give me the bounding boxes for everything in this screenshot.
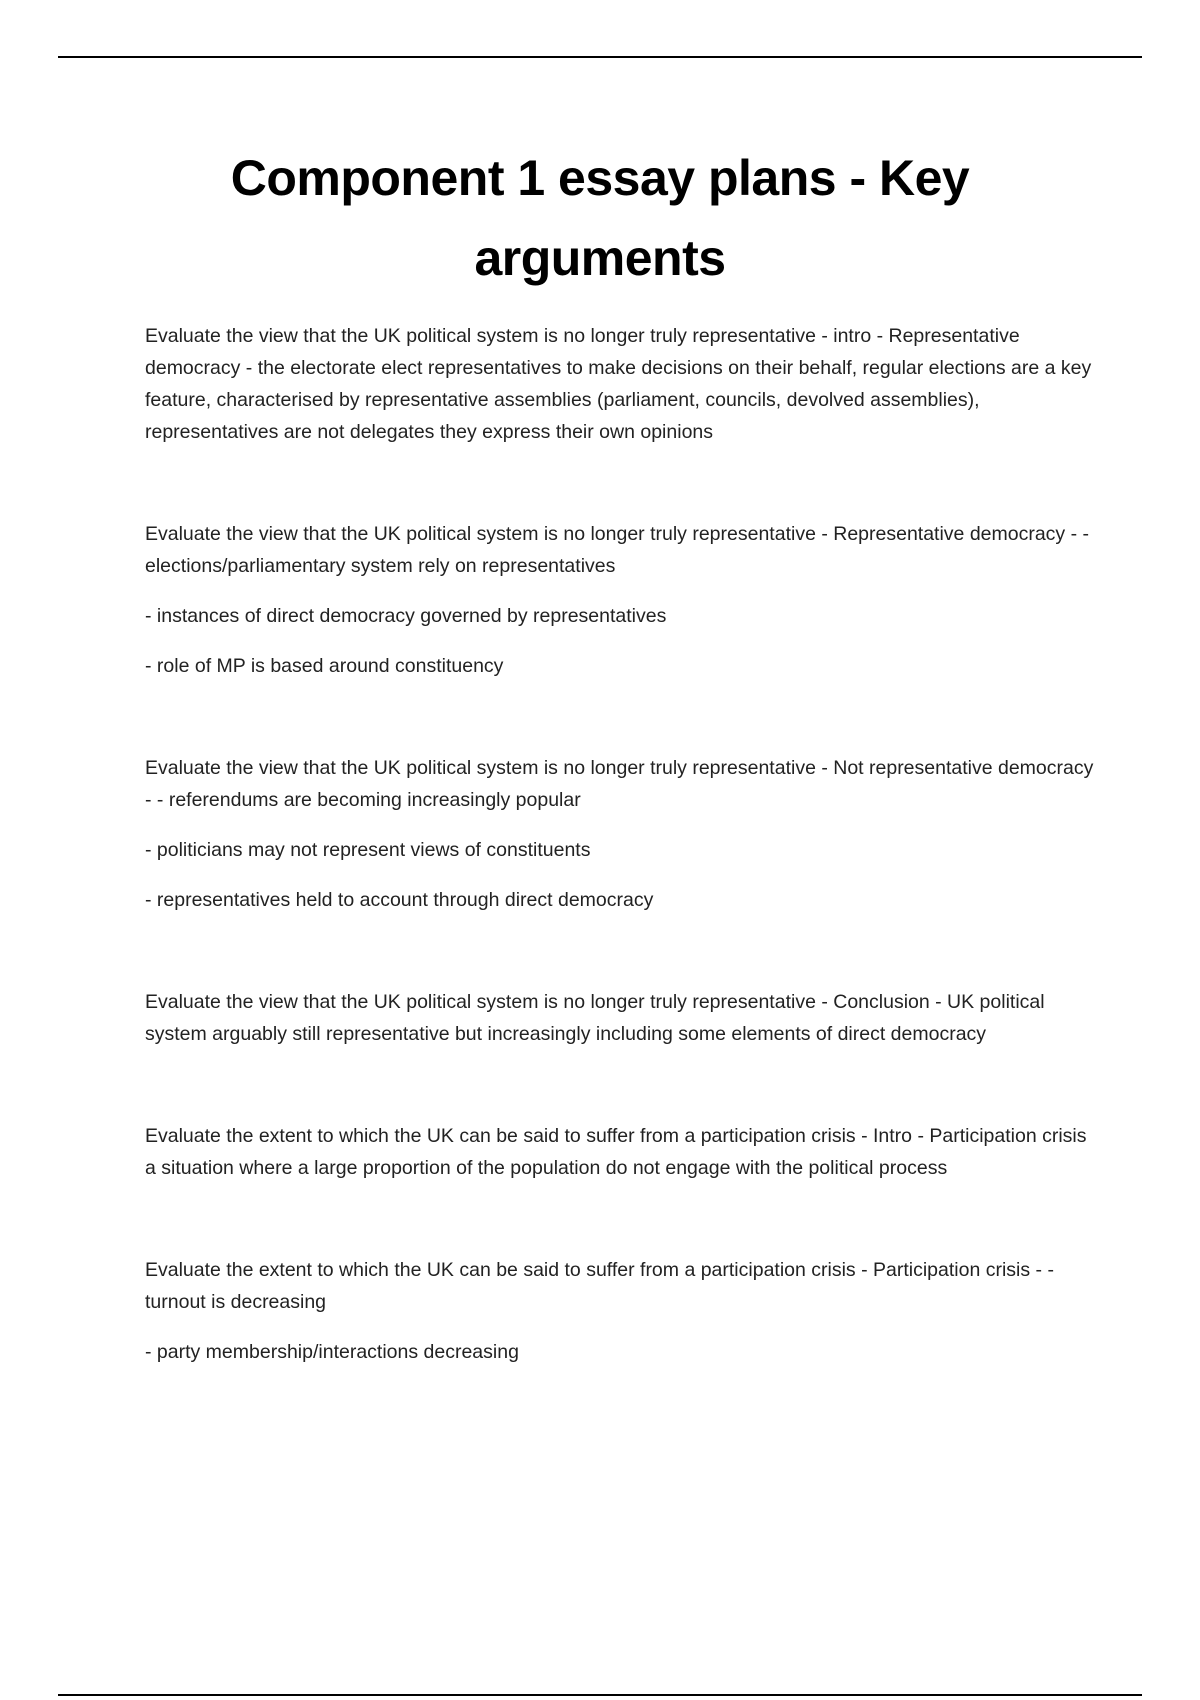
top-rule <box>58 56 1142 58</box>
flashcard <box>145 752 1095 916</box>
flashcard-text: Evaluate the extent to which the UK can be said to suffer from a participation crisis - Participation crisis - - turnout is decreasing <box>145 1259 1054 1313</box>
flashcard-list <box>145 320 1095 1368</box>
flashcard <box>145 986 1095 1050</box>
bottom-rule <box>58 1694 1142 1696</box>
flashcard-text: Evaluate the view that the UK political system is no longer truly representative - Representative democracy - - elections/parliamentary system rely on representatives <box>145 523 1090 577</box>
flashcard-bullet: - party membership/interactions decreasing <box>145 1341 519 1363</box>
flashcard-text: Evaluate the view that the UK political system is no longer truly representative - Not representative democracy - - referendums are becoming increasingly popular <box>145 757 1094 811</box>
flashcard-bullet: - representatives held to account through direct democracy <box>145 889 654 911</box>
flashcard-bullet: - politicians may not represent views of constituents <box>145 839 591 861</box>
flashcard <box>145 1120 1095 1184</box>
flashcard-text: Evaluate the extent to which the UK can be said to suffer from a participation crisis - Intro - Participation crisis a situation where a large proportion of the population do not engage with the political process <box>145 1125 1087 1179</box>
flashcard-text: Evaluate the view that the UK political system is no longer truly representative - Conclusion - UK political system arguably still representative but increasingly including some elements of direct democracy <box>145 991 1045 1045</box>
flashcard <box>145 518 1095 682</box>
flashcard-bullet: - role of MP is based around constituency <box>145 655 504 677</box>
flashcard <box>145 320 1095 448</box>
flashcard-bullet: - instances of direct democracy governed by representatives <box>145 605 667 627</box>
flashcard-text: Evaluate the view that the UK political system is no longer truly representative - intro - Representative democracy - the electorate elect representatives to make decisions on their behalf, regular elections are a key feature, characterised by representative assemblies (parliament, councils, devolved assemblies), representatives are not delegates they express their own opinions <box>145 325 1092 443</box>
page-title: Component 1 essay plans - Key arguments <box>230 150 970 286</box>
flashcard <box>145 1254 1095 1368</box>
